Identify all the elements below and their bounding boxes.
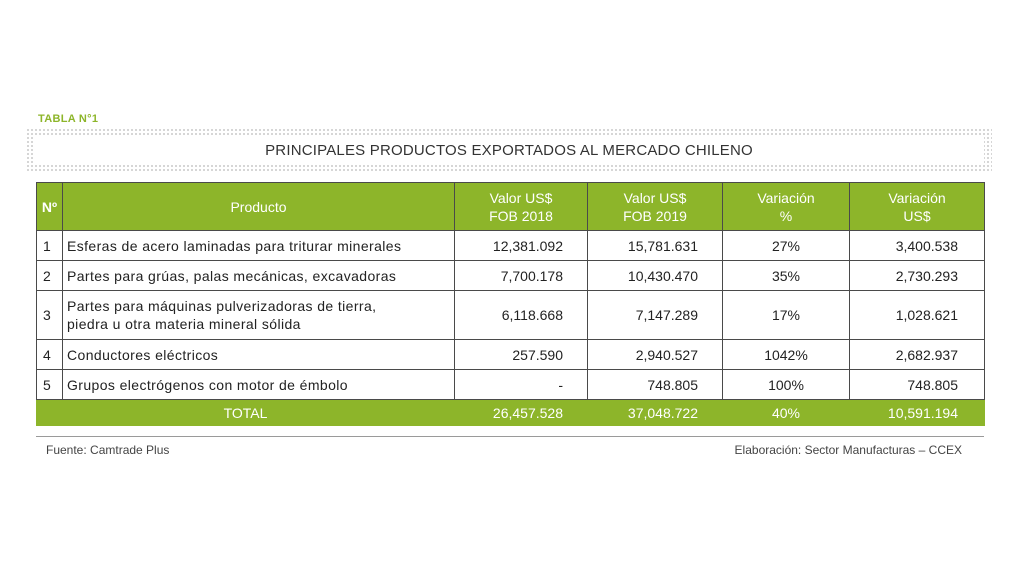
total-fob-2019: 37,048.722 (588, 400, 723, 426)
fob-2019-value: 748.805 (588, 370, 723, 400)
header-product: Producto (63, 183, 455, 231)
fob-2018-value: 12,381.092 (455, 231, 588, 261)
variation-usd: 1,028.621 (850, 291, 985, 340)
variation-pct: 35% (723, 261, 850, 291)
product-name: Conductores eléctricos (63, 340, 455, 370)
table-row (37, 340, 985, 370)
variation-usd: 2,730.293 (850, 261, 985, 291)
header-variation-usd: Variación US$ (850, 183, 985, 231)
variation-pct: 17% (723, 291, 850, 340)
header-fob-2018: Valor US$ FOB 2018 (455, 183, 588, 231)
variation-pct: 100% (723, 370, 850, 400)
variation-usd: 2,682.937 (850, 340, 985, 370)
table-row (37, 231, 985, 261)
header-variation-pct: Variación % (723, 183, 850, 231)
fob-2018-value: - (455, 370, 588, 400)
header-fob-2019: Valor US$ FOB 2019 (588, 183, 723, 231)
fob-2018-value: 257.590 (455, 340, 588, 370)
title-band (26, 128, 992, 172)
total-fob-2018: 26,457.528 (455, 400, 588, 426)
table-title: PRINCIPALES PRODUCTOS EXPORTADOS AL MERCADO CHILENO (34, 137, 984, 163)
total-label: TOTAL (37, 400, 455, 426)
fob-2019-value: 2,940.527 (588, 340, 723, 370)
footer-divider (36, 436, 984, 437)
fob-2019-value: 7,147.289 (588, 291, 723, 340)
table-header-row (37, 183, 985, 231)
variation-pct: 1042% (723, 340, 850, 370)
table-number-label: TABLA N°1 (38, 113, 99, 125)
table-row (37, 261, 985, 291)
row-number: 2 (37, 261, 63, 291)
table-row (37, 291, 985, 340)
header-number: Nº (37, 183, 63, 231)
fob-2018-value: 7,700.178 (455, 261, 588, 291)
variation-usd: 3,400.538 (850, 231, 985, 261)
row-number: 3 (37, 291, 63, 340)
table-row (37, 370, 985, 400)
exports-table (36, 182, 985, 426)
product-name: Partes para grúas, palas mecánicas, excavadoras (63, 261, 455, 291)
variation-pct: 27% (723, 231, 850, 261)
total-variation-pct: 40% (723, 400, 850, 426)
total-variation-usd: 10,591.194 (850, 400, 985, 426)
fob-2019-value: 15,781.631 (588, 231, 723, 261)
product-name: Partes para máquinas pulverizadoras de tierra, piedra u otra materia mineral sólida (63, 291, 455, 340)
row-number: 4 (37, 340, 63, 370)
source-note: Fuente: Camtrade Plus (46, 443, 170, 457)
variation-usd: 748.805 (850, 370, 985, 400)
row-number: 5 (37, 370, 63, 400)
total-row (37, 400, 985, 426)
row-number: 1 (37, 231, 63, 261)
product-name: Esferas de acero laminadas para triturar minerales (63, 231, 455, 261)
fob-2018-value: 6,118.668 (455, 291, 588, 340)
product-name: Grupos electrógenos con motor de émbolo (63, 370, 455, 400)
fob-2019-value: 10,430.470 (588, 261, 723, 291)
credit-note: Elaboración: Sector Manufacturas – CCEX (734, 443, 962, 457)
